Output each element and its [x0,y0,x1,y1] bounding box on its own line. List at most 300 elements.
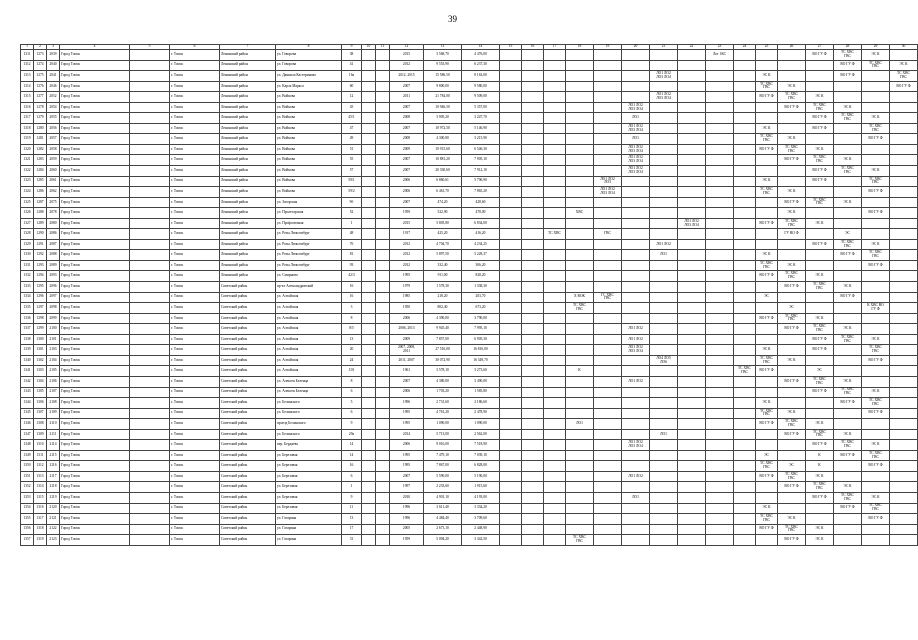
table-cell: ТС ХВС ГВС [834,166,862,177]
table-cell [544,208,566,219]
table-cell: ЭС К [806,313,834,324]
table-cell [650,440,678,451]
table-cell [500,229,522,240]
table-cell [362,134,376,145]
table-cell: 8 163,00 [462,71,500,82]
table-cell [806,503,834,514]
table-cell: ВО ГУ Ф [806,166,834,177]
table-cell [566,482,594,493]
table-cell [622,176,650,187]
table-cell: г. Томск [170,155,220,166]
table-cell: 15 586,50 [424,71,462,82]
table-cell: ЛО1 ЛО2 ЛО3 ЛО4 [650,71,678,82]
table-cell: ул. Гагарина [276,535,342,546]
table-cell: Советский район [220,524,276,535]
table-cell [544,134,566,145]
table-cell: ул. Войкова [276,155,342,166]
table-cell: ВО ГУ Ф [806,123,834,134]
table-cell [566,239,594,250]
table-cell [362,187,376,198]
table-cell [706,482,734,493]
table-cell: 1345 [21,408,34,419]
table-cell: 2056 [47,123,60,134]
table-cell: ЛО4 ЛО5 ЛО6 [650,355,678,366]
table-cell [706,450,734,461]
table-cell [130,71,170,82]
table-cell: ЛО1 [622,113,650,124]
table-cell: 1917 [390,229,424,240]
table-cell [650,271,678,282]
table-cell [594,408,622,419]
table-cell: Советский район [220,398,276,409]
table-cell [650,366,678,377]
table-cell: 3 [342,303,362,314]
table-cell: 2119 [47,492,60,503]
table-cell [362,155,376,166]
table-cell [376,113,390,124]
table-cell [890,218,918,229]
table-cell [706,218,734,229]
table-cell [834,408,862,419]
table-cell [650,324,678,335]
table-cell: ВО ГУ Ф [862,187,890,198]
table-cell: ЛО1 ЛО2 [650,239,678,250]
table-cell [734,429,756,440]
table-cell [706,408,734,419]
table-cell: ТС ХВС ГВС [806,376,834,387]
table-cell [362,282,376,293]
table-cell [130,92,170,103]
table-cell: 42/3 [342,271,362,282]
table-cell [622,239,650,250]
table-cell: ТС ХВС ГВС [862,250,890,261]
table-cell: ул. Березовая [276,461,342,472]
table-cell [834,419,862,430]
table-cell: 1 915,60 [462,482,500,493]
table-cell: г. Томск [170,250,220,261]
table-cell: ЭС К [778,260,806,271]
table-cell: 7 905,10 [462,155,500,166]
table-cell: 16а [342,71,362,82]
table-cell [734,239,756,250]
table-cell: 6 237,30 [462,60,500,71]
table-cell: 6 828,00 [462,461,500,472]
table-cell [734,50,756,61]
table-cell: ул. Смирнова [276,271,342,282]
table-cell [566,387,594,398]
table-cell: 1346 [21,419,34,430]
table-cell [806,60,834,71]
table-cell [890,123,918,134]
table-cell: ЛО1 ЛО2 ЛО3 ЛО4 [622,123,650,134]
table-cell: 1328 [21,229,34,240]
table-cell [500,71,522,82]
table-cell: 1287 [34,197,47,208]
table-cell: ВО ГУ Ф [756,524,778,535]
table-cell [806,398,834,409]
table-cell [130,450,170,461]
table-cell: 2107 [47,387,60,398]
table-cell [544,60,566,71]
table-cell [594,81,622,92]
table-cell [890,102,918,113]
table-cell [362,60,376,71]
table-cell [734,398,756,409]
table-cell [650,102,678,113]
table-cell: ЭС [778,461,806,472]
table-cell: 1985 [390,292,424,303]
table-cell [678,503,706,514]
table-cell: Советский район [220,282,276,293]
table-cell [544,408,566,419]
table-cell [594,166,622,177]
table-cell [862,324,890,335]
table-cell: 2060 [47,166,60,177]
table-cell: 1355 [21,514,34,525]
table-cell [376,461,390,472]
table-cell [130,482,170,493]
table-cell [376,155,390,166]
table-cell [594,71,622,82]
table-cell: г. Томск [170,535,220,546]
table-cell: 4 901,10 [424,492,462,503]
table-cell: 48 [342,229,362,240]
table-cell [678,155,706,166]
table-row [21,303,918,314]
table-cell [706,250,734,261]
table-cell: 1306 [34,398,47,409]
table-cell: 5 357,00 [462,102,500,113]
table-cell: Лот 1КС [706,50,734,61]
table-cell [362,450,376,461]
table-cell [834,92,862,103]
table-cell [756,440,778,451]
table-cell [778,503,806,514]
table-cell: ул. Войкова [276,176,342,187]
table-cell: 4 380,00 [424,376,462,387]
table-cell: 5 [342,398,362,409]
table-cell [706,208,734,219]
table-cell [706,229,734,240]
table-cell [362,197,376,208]
table-cell: ул. Алтайская [276,355,342,366]
table-cell [706,514,734,525]
table-cell: 2117 [47,471,60,482]
column-number-header: 24 [734,45,756,50]
table-cell: 10 972,50 [424,123,462,134]
table-cell [734,144,756,155]
table-cell [706,387,734,398]
table-cell [544,461,566,472]
table-cell [834,134,862,145]
table-cell [650,461,678,472]
table-cell: 14 [342,440,362,451]
table-cell: ХВС [566,208,594,219]
table-cell: 1295 [34,282,47,293]
table-cell: Город Томск [60,419,130,430]
table-cell [362,345,376,356]
table-cell: 7 912,10 [462,166,500,177]
table-cell: ул. Белинского [276,429,342,440]
table-cell: Город Томск [60,524,130,535]
table-cell [522,176,544,187]
table-cell [376,187,390,198]
table-cell: Ленинский район [220,155,276,166]
table-cell: ВО ГУ Ф [834,292,862,303]
table-body [21,50,918,546]
table-cell: г. Томск [170,355,220,366]
table-cell [734,113,756,124]
table-cell [500,271,522,282]
table-cell: 2062 [47,187,60,198]
table-cell [544,524,566,535]
table-cell: ВО ГУ Ф [834,71,862,82]
table-cell: 1317 [34,514,47,525]
table-cell: ул. Говорова [276,60,342,71]
table-cell: 2115 [47,450,60,461]
table-cell [130,535,170,546]
column-number-header: 12 [390,45,424,50]
table-cell [362,461,376,472]
table-cell [678,471,706,482]
table-cell: ВО ГУ Ф [756,366,778,377]
table-cell [890,92,918,103]
table-cell: 1297 [34,303,47,314]
table-cell [522,60,544,71]
table-cell: Советский район [220,492,276,503]
table-cell: 59/2 [342,187,362,198]
table-cell [706,271,734,282]
table-row [21,482,918,493]
table-cell: 1343 [21,387,34,398]
table-cell: 1340 [21,355,34,366]
table-cell: ЭС К [862,492,890,503]
table-cell [734,524,756,535]
table-cell [734,208,756,219]
table-cell [706,429,734,440]
table-cell [706,419,734,430]
table-cell: 9 [342,419,362,430]
table-cell: 6 905,30 [462,334,500,345]
table-cell [500,239,522,250]
table-cell [544,176,566,187]
table-cell: Город Томск [60,218,130,229]
table-row [21,155,918,166]
table-cell: 1293 [34,260,47,271]
table-cell: ВО ГУ Ф [778,102,806,113]
table-cell [566,355,594,366]
table-cell [362,514,376,525]
table-cell [622,187,650,198]
table-cell: 7 865,20 [462,187,500,198]
table-cell [706,366,734,377]
table-cell: 1331 [21,260,34,271]
table-cell [544,355,566,366]
table-cell: Город Томск [60,60,130,71]
table-cell [834,524,862,535]
table-cell [778,239,806,250]
table-cell: Город Томск [60,229,130,240]
table-cell: Советский район [220,440,276,451]
table-row [21,197,918,208]
table-cell: 1313 [21,71,34,82]
table-cell [362,334,376,345]
table-row [21,81,918,92]
table-cell [650,50,678,61]
table-cell: 21 784,00 [424,92,462,103]
table-cell: 2008 [390,113,424,124]
table-cell: 1280 [34,123,47,134]
table-cell [500,260,522,271]
table-cell [678,60,706,71]
table-cell: Город Томск [60,355,130,366]
table-cell [362,250,376,261]
table-cell: ул. Пролетарская [276,208,342,219]
table-cell: 1278 [34,102,47,113]
table-cell [362,366,376,377]
table-cell: Город Томск [60,303,130,314]
table-cell: Советский район [220,366,276,377]
table-cell [706,503,734,514]
table-cell [706,260,734,271]
table-cell: ЛО1 ЛО2 ЛО3 ЛО4 [622,144,650,155]
table-cell: Ленинский район [220,271,276,282]
table-cell [650,123,678,134]
table-cell: 9 553,90 [424,60,462,71]
table-cell [130,492,170,503]
table-cell: Город Томск [60,282,130,293]
table-cell: ВО ГУ Ф [778,282,806,293]
table-cell: 12 [342,92,362,103]
table-cell [678,134,706,145]
table-cell [500,92,522,103]
table-cell: 2059 [47,155,60,166]
table-row [21,60,918,71]
table-cell [544,535,566,546]
table-cell [622,208,650,219]
table-cell [362,376,376,387]
table-cell [130,324,170,335]
table-cell [544,260,566,271]
table-cell [376,208,390,219]
table-cell [650,514,678,525]
table-cell [594,250,622,261]
table-cell [734,492,756,503]
table-cell: 802,40 [424,303,462,314]
table-cell: 2 731,60 [424,398,462,409]
table-cell: ВО ГУ Ф [806,50,834,61]
table-cell: 1337 [21,324,34,335]
table-cell [734,71,756,82]
table-cell [566,60,594,71]
column-number-header: 13 [424,45,462,50]
table-cell [362,524,376,535]
table-cell: 17 [342,524,362,535]
table-cell: 2012 [390,60,424,71]
table-cell: Город Томск [60,471,130,482]
table-cell [706,292,734,303]
table-cell: Советский район [220,303,276,314]
table-cell: 2114 [47,440,60,451]
table-cell: Город Томск [60,92,130,103]
table-cell: 1 585,80 [462,387,500,398]
table-cell: г. Томск [170,81,220,92]
table-cell: 2106 [47,376,60,387]
table-cell: г. Томск [170,492,220,503]
table-cell: ул. Розы Люксембург [276,239,342,250]
table-cell [130,81,170,92]
table-cell [544,155,566,166]
table-cell: ВО ГУ Ф [890,81,918,92]
table-cell: 7 039,10 [462,450,500,461]
table-cell: 1354 [21,503,34,514]
table-cell [544,250,566,261]
table-cell [622,524,650,535]
table-cell [522,187,544,198]
table-cell: 2007 [390,376,424,387]
table-cell: г. Томск [170,282,220,293]
table-cell: ЭС К [806,471,834,482]
table-cell [678,535,706,546]
table-cell: 2006, 2013 [390,324,424,335]
table-cell [130,218,170,229]
table-cell: 7 995,10 [462,324,500,335]
table-cell [706,334,734,345]
table-cell [706,155,734,166]
table-cell [650,282,678,293]
table-cell [756,50,778,61]
table-cell: ВО ГУ Ф [862,461,890,472]
table-cell [890,471,918,482]
table-cell: ВО ГУ Ф [834,450,862,461]
table-cell [756,208,778,219]
table-cell: ул. Розы Люксембург [276,250,342,261]
table-cell [778,450,806,461]
table-cell [890,250,918,261]
table-cell: ТС ХВС ГВС [806,482,834,493]
table-cell [130,144,170,155]
table-cell: 3 790,00 [462,313,500,324]
table-cell: 1327 [21,218,34,229]
table-cell: 1318 [21,123,34,134]
table-cell [594,303,622,314]
table-cell [890,345,918,356]
table-cell: 1286 [34,187,47,198]
table-cell [650,503,678,514]
table-cell: ЭС [806,366,834,377]
table-cell [622,503,650,514]
table-cell: ВО ГУ Ф [778,197,806,208]
table-cell: 10 946,50 [424,102,462,113]
table-cell [890,482,918,493]
table-cell [890,176,918,187]
table-cell [862,524,890,535]
table-cell [778,176,806,187]
table-cell: 9 509,00 [462,92,500,103]
table-cell: 4 704,70 [424,239,462,250]
table-cell [594,60,622,71]
table-cell [678,345,706,356]
table-cell [566,176,594,187]
table-cell [376,166,390,177]
table-cell [522,123,544,134]
table-cell [734,408,756,419]
table-cell [544,450,566,461]
table-cell: 2078 [47,208,60,219]
column-number-header: 30 [890,45,918,50]
table-cell [522,535,544,546]
table-cell: 2 562,00 [462,429,500,440]
